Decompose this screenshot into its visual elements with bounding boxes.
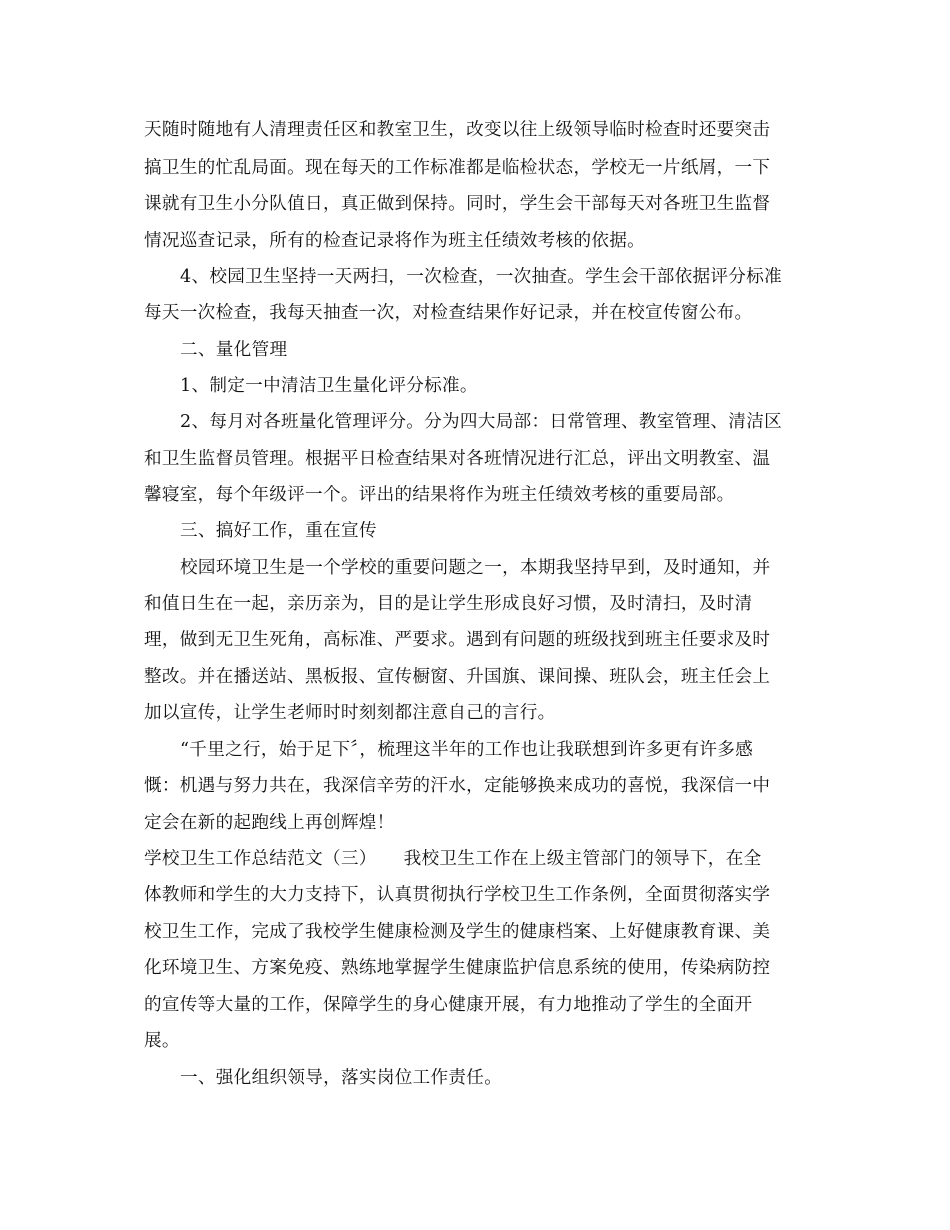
text-line: 馨寝室，每个年级评一个。评出的结果将作为班主任绩效考核的重要局部。: [144, 485, 735, 505]
text-line: 化环境卫生、方案免疫、熟练地掌握学生健康监护信息系统的使用，传染病防控: [144, 958, 771, 978]
text-line: 和卫生监督员管理。根据平日检查结果对各班情况进行汇总，评出文明教室、温: [144, 449, 771, 469]
section-heading: 一、强化组织领导，落实岗位工作责任。: [180, 1068, 503, 1088]
text-line: 整改。并在播送站、黑板报、宣传橱窗、升国旗、课间操、班队会，班主任会上: [144, 667, 771, 687]
text-line: 体教师和学生的大力支持下，认真贯彻执行学校卫生工作条例，全面贯彻落实学: [144, 885, 771, 905]
text-line: 的宣传等大量的工作，保障学生的身心健康开展，有力地推动了学生的全面开: [144, 995, 753, 1015]
text-line: 课就有卫生小分队值日，真正做到保持。同时，学生会干部每天对各班卫生监督: [144, 194, 771, 214]
section-heading: 三、搞好工作，重在宣传: [180, 521, 377, 541]
text-line: 定会在新的起跑线上再创辉煌！: [144, 813, 395, 833]
text-line: 慨：机遇与努力共在，我深信辛劳的汗水，定能够换来成功的喜悦，我深信一中: [144, 776, 771, 796]
text-line: 校卫生工作，完成了我校学生健康检测及学生的健康档案、上好健康教育课、美: [144, 922, 771, 942]
paragraph-line: “千里之行，始于足下〞，梳理这半年的工作也让我联想到许多更有许多感: [180, 740, 754, 760]
text-line: 每天一次检查，我每天抽查一次，对检查结果作好记录，并在校宣传窗公布。: [144, 303, 753, 323]
text-line: 搞卫生的忙乱局面。现在每天的工作标准都是临检状态，学校无一片纸屑，一下: [144, 158, 771, 178]
text-line: 展。: [144, 1031, 180, 1051]
paragraph-line: 校园环境卫生是一个学校的重要问题之一，本期我坚持早到，及时通知，并: [180, 558, 771, 578]
text-line: 天随时随地有人清理责任区和教室卫生，改变以往上级领导临时检查时还要突击: [144, 120, 771, 140]
text-line: 理，做到无卫生死角，高标准、严要求。遇到有问题的班级找到班主任要求及时: [144, 630, 771, 650]
text-line: 加以宣传，让学生老师时时刻刻都注意自己的言行。: [144, 703, 556, 723]
paragraph-line: 1、制定一中清洁卫生量化评分标准。: [180, 376, 478, 396]
section-heading: 二、量化管理: [180, 340, 288, 360]
text-line: 和值日生在一起，亲历亲为，目的是让学生形成良好习惯，及时清扫，及时清: [144, 594, 753, 614]
paragraph-line: 4、校园卫生坚持一天两扫，一次检查，一次抽查。学生会干部依据评分标准: [180, 267, 782, 287]
paragraph-line: 2、每月对各班量化管理评分。分为四大局部：日常管理、教室管理、清洁区: [180, 412, 782, 432]
text-line: 情况巡查记录，所有的检查记录将作为班主任绩效考核的依据。: [144, 231, 646, 251]
article-title-line: 学校卫生工作总结范文（三） 我校卫生工作在上级主管部门的领导下，在全: [144, 849, 762, 869]
